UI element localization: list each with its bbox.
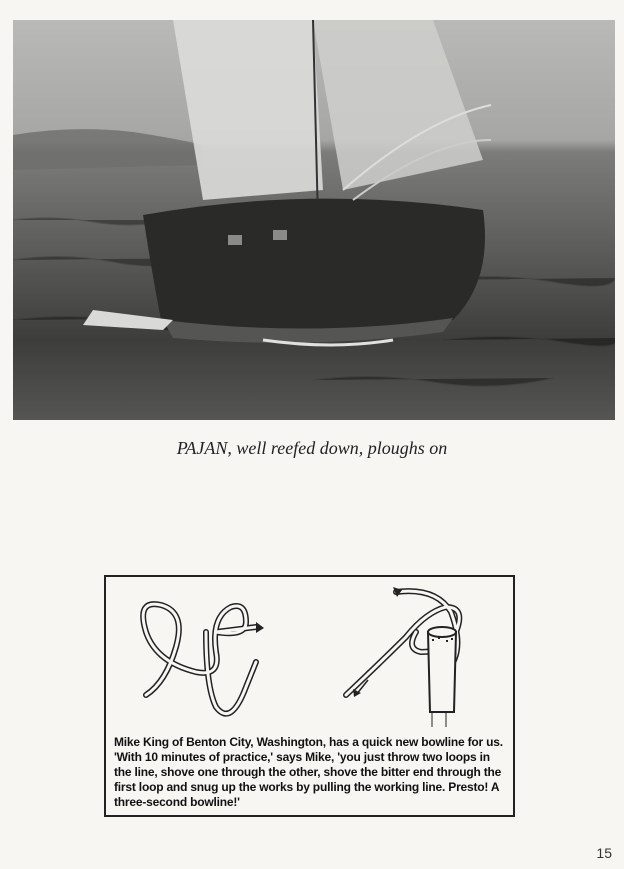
bowline-tip-box bbox=[104, 575, 515, 817]
sailboat-photo bbox=[13, 20, 615, 420]
photo-caption: PAJAN, well reefed down, ploughs on bbox=[176, 438, 448, 458]
bowline-tip-text: Mike King of Benton City, Washington, has a quick new bowline for us. 'With 10 minutes of practice,' says Mike, 'you just throw two loops in the line, shove one through the other, shove the bitter end through the first loop and snug up the works by pulling the working line. Presto! A three-second bowline!' bbox=[114, 735, 503, 809]
sailboat-illustration bbox=[13, 20, 615, 420]
bowline-diagram bbox=[106, 577, 513, 737]
page-number: 15 bbox=[596, 845, 612, 861]
